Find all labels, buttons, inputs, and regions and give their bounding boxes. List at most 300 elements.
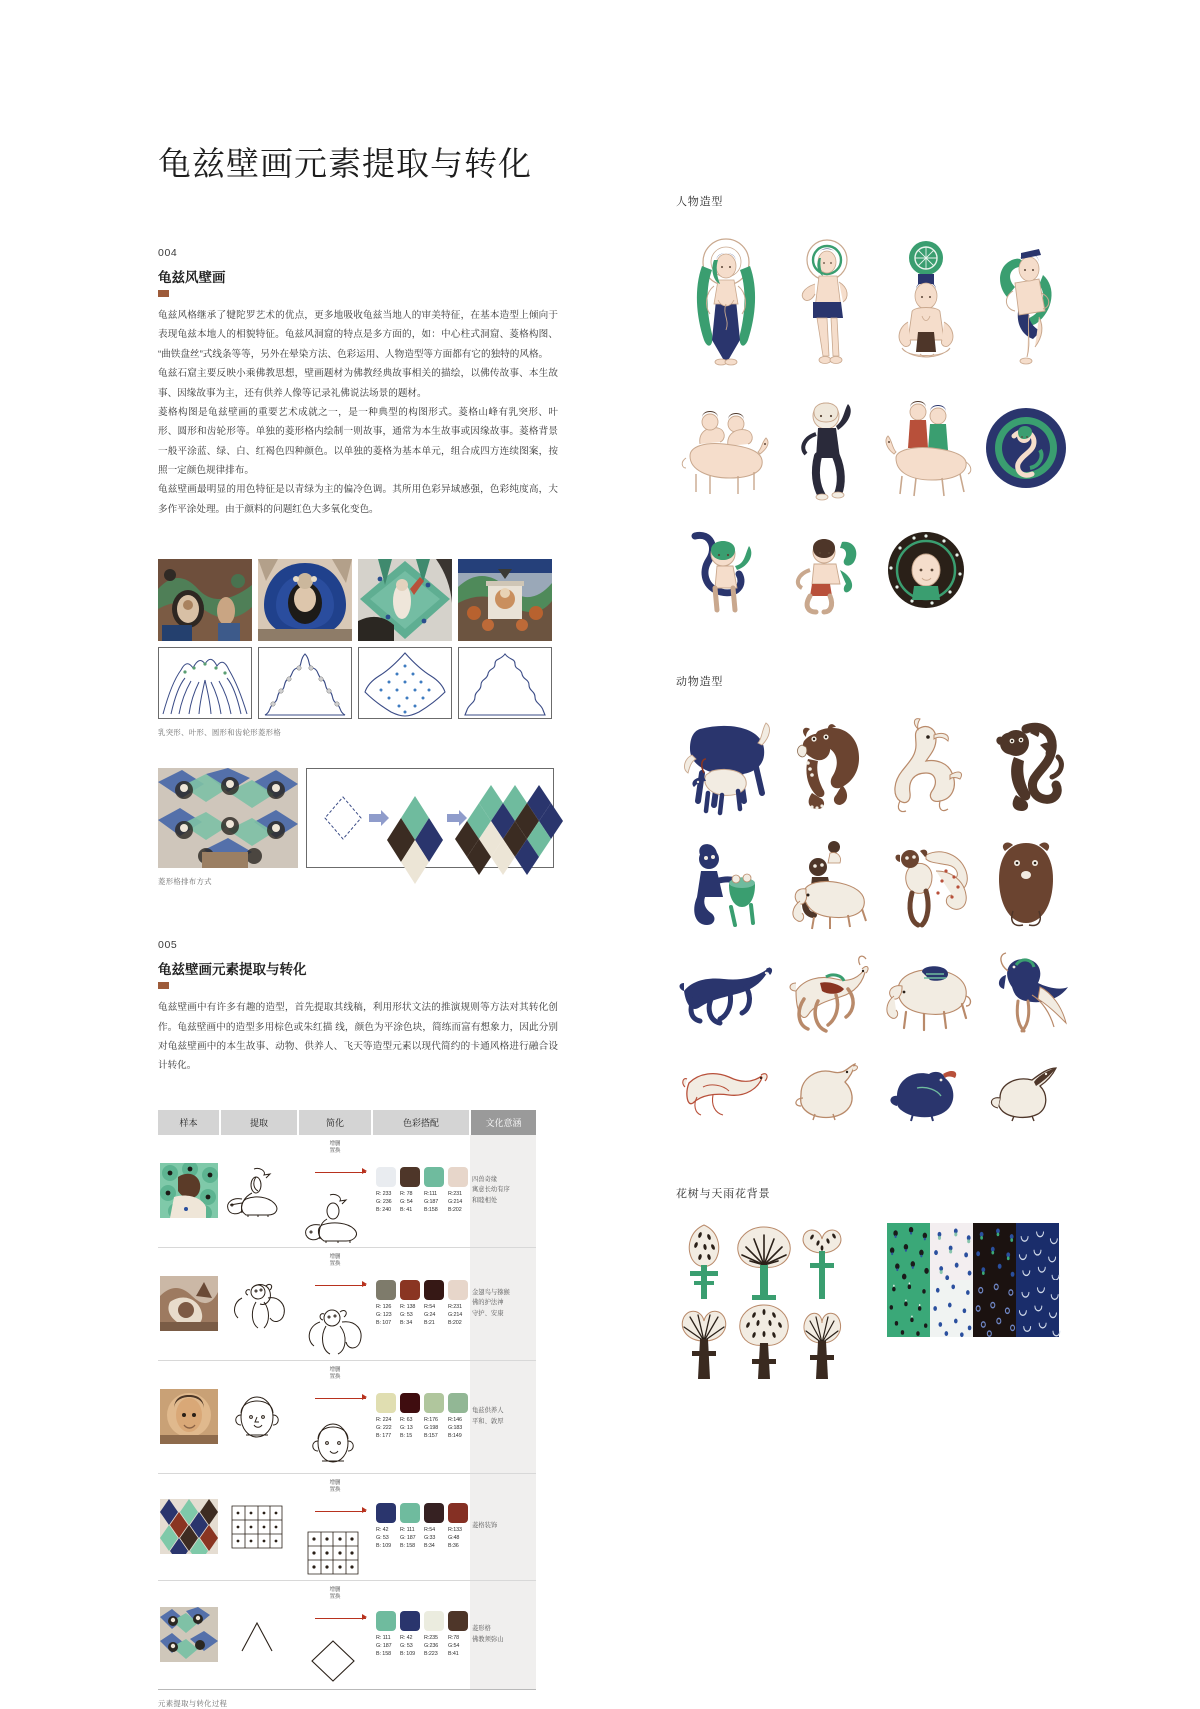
swatch-r: R: 111 [376, 1634, 391, 1641]
figure-medallion-mermaid [976, 393, 1076, 503]
swatch-chip [400, 1393, 420, 1413]
swatch-r: R: 78 [400, 1190, 413, 1197]
table-row [158, 1247, 536, 1360]
diamond-sketch-gear [458, 647, 552, 719]
swatch-r: R:111 [424, 1190, 438, 1197]
swatch-rgb [448, 1304, 468, 1327]
pattern-swatch [887, 1280, 930, 1337]
swatch-r: R: 233 [376, 1190, 392, 1197]
swatch-g: G: 53 [376, 1534, 389, 1541]
swatch-r: R: 126 [376, 1303, 392, 1310]
color-swatch [448, 1167, 468, 1214]
swatch-b: B:157 [424, 1432, 438, 1439]
swatch-b: B: 240 [376, 1206, 391, 1213]
section-rule [158, 982, 169, 987]
swatch-rgb [400, 1527, 420, 1550]
meaning-text [472, 1624, 534, 1645]
color-swatch [424, 1280, 444, 1327]
arrow-label-line: 增删 [329, 1366, 341, 1373]
heading-trees: 花树与天雨花背景 [676, 1188, 771, 1200]
section-body [158, 306, 558, 519]
cell-sample-image [158, 1360, 220, 1473]
swatch-chip [424, 1393, 444, 1413]
meaning-line: 平和、敦厚 [472, 1417, 504, 1425]
pattern-swatch [887, 1223, 930, 1280]
arrow-label-line: 置换 [329, 1374, 341, 1381]
swatch-r: R:54 [424, 1526, 435, 1533]
swatch-chip [424, 1503, 444, 1523]
color-swatch [376, 1167, 396, 1214]
swatch-r: R: 42 [376, 1526, 389, 1533]
arrow-head [362, 1507, 367, 1513]
cell-extracted-lineart [220, 1580, 298, 1689]
diamond-sketch-dotted [358, 647, 452, 719]
swatch-chip [448, 1167, 468, 1187]
table-row [158, 1360, 536, 1473]
swatch-g: G: 236 [376, 1198, 392, 1205]
flower-tree [796, 1303, 851, 1381]
swatch-rgb [400, 1191, 420, 1214]
meaning-line: 佛的护法神 [472, 1299, 504, 1307]
arrow-label-line: 置换 [329, 1148, 341, 1155]
swatch-r: R:231 [448, 1190, 462, 1197]
swatch-group [374, 1280, 468, 1327]
arrow-label-line: 增删 [329, 1586, 341, 1593]
page-title: 龟兹壁画元素提取与转化 [158, 145, 532, 182]
cell-extracted-lineart [220, 1247, 298, 1360]
swatch-b: B:202 [448, 1319, 462, 1326]
section-number: 005 [158, 939, 178, 952]
cell-simplified-lineart [298, 1247, 372, 1360]
animal-monkey [976, 711, 1076, 819]
swatch-chip [424, 1167, 444, 1187]
heading-animals: 动物造型 [676, 676, 724, 688]
paragraph: 龟兹壁画最明显的用色特征是以青绿为主的偏冷色调。其所用色彩异域感强，色彩纯度高，大多作平涂处理。由于颜料的问题红色大多氧化变色。 [158, 484, 558, 515]
arrow-label-line: 置换 [329, 1261, 341, 1268]
transform-arrow [300, 1478, 370, 1530]
flower-tree [676, 1303, 732, 1381]
meaning-line: 守护、安康 [472, 1309, 504, 1317]
table-row [158, 1473, 536, 1580]
meaning-line: 金翅鸟与猕猴 [472, 1289, 510, 1297]
col-header-meaning: 文化意涵 [470, 1110, 536, 1135]
section-005 [158, 939, 558, 1076]
table-caption: 元素提取与转化过程 [158, 1698, 228, 1708]
swatch-group [374, 1167, 468, 1214]
pattern-derivation-panel [306, 768, 554, 868]
col-header-extract: 提取 [220, 1110, 298, 1135]
swatch-b: B:223 [424, 1650, 438, 1657]
table-header-row [158, 1110, 536, 1135]
meaning-text [472, 1175, 534, 1206]
sample-mural-thumb [160, 1499, 218, 1554]
swatch-g: G: 54 [400, 1198, 413, 1205]
sample-mural-thumb [160, 1389, 218, 1444]
cell-extracted-lineart [220, 1135, 298, 1248]
color-swatch [448, 1393, 468, 1440]
figure-row-1 [676, 231, 1076, 371]
animal-garuda-bird [876, 835, 976, 931]
figure-row-2 [676, 393, 1076, 503]
swatch-g: G: 222 [376, 1424, 392, 1431]
arrow-label [330, 1587, 341, 1603]
heading-figures: 人物造型 [676, 196, 724, 208]
swatch-b: B:34 [424, 1542, 435, 1549]
swatch-r: R:54 [424, 1303, 435, 1310]
swatch-g: G:48 [448, 1534, 460, 1541]
col-header-colors: 色彩搭配 [372, 1110, 470, 1135]
color-swatch [448, 1611, 468, 1658]
transform-arrow [300, 1585, 370, 1637]
animal-row-3 [676, 947, 1076, 1039]
swatch-rgb [448, 1527, 468, 1550]
figure-wrestler-pair [776, 525, 876, 615]
paragraph: 龟兹石窟主要反映小乘佛教思想，壁画题材为佛教经典故事相关的描绘，以佛传故事、本生故事、因缘故事为主，还有供养人像等记录礼佛说法场景的题材。 [158, 368, 558, 399]
swatch-b: B: 41 [400, 1206, 413, 1213]
swatch-b: B:36 [448, 1542, 459, 1549]
figure-naga-serpent [676, 525, 776, 615]
mural-photo [258, 559, 352, 641]
figure-couple-on-horse [876, 393, 976, 503]
swatch-r: R: 138 [400, 1303, 416, 1310]
pattern-swatch [973, 1223, 1016, 1280]
swatch-r: R:133 [448, 1526, 462, 1533]
swatch-g: G: 53 [400, 1642, 413, 1649]
swatch-b: B:21 [424, 1319, 435, 1326]
section-rule [158, 290, 169, 295]
arrow-shaft [315, 1285, 365, 1286]
cell-color-palette [372, 1247, 470, 1360]
arrow-head [362, 1614, 367, 1620]
color-swatch [400, 1280, 420, 1327]
meaning-line: 菱格装饰 [472, 1522, 498, 1530]
animal-deer-with-fawn [676, 711, 776, 819]
section-title: 龟兹风壁画 [158, 270, 226, 285]
sample-mural-thumb [160, 1163, 218, 1218]
right-column [676, 193, 1076, 1381]
figure-medallion-portrait [876, 525, 976, 615]
swatch-chip [448, 1611, 468, 1631]
swatch-b: B:41 [448, 1650, 459, 1657]
meaning-line: 龟兹供养人 [472, 1407, 504, 1415]
color-swatch [376, 1503, 396, 1550]
figure-dancer-dark [776, 393, 876, 503]
swatch-g: G:54 [448, 1642, 460, 1649]
swatch-rgb [424, 1527, 444, 1550]
swatch-rgb [448, 1417, 468, 1440]
color-swatch [376, 1393, 396, 1440]
color-swatch [424, 1393, 444, 1440]
swatch-g: G:33 [424, 1534, 436, 1541]
mural-photo-strip [158, 559, 558, 641]
cell-sample-image [158, 1247, 220, 1360]
swatch-g: G:214 [448, 1311, 463, 1318]
swatch-b: B: 15 [400, 1432, 413, 1439]
swatch-chip [376, 1611, 396, 1631]
swatch-g: G: 13 [400, 1424, 413, 1431]
mural-photo [458, 559, 552, 641]
rain-flower-pattern-grid [887, 1223, 1059, 1337]
swatch-rgb [424, 1417, 444, 1440]
figure-apsara-flying [976, 231, 1076, 371]
meaning-line: 和睦相处 [472, 1196, 498, 1204]
bird-flying-outline [676, 1055, 776, 1127]
cell-simplified-lineart [298, 1580, 372, 1689]
figure-seated-meditator [876, 231, 976, 371]
table-row [158, 1580, 536, 1689]
cell-cultural-meaning [470, 1247, 536, 1360]
cell-cultural-meaning [470, 1473, 536, 1580]
animal-bear-dark [976, 835, 1076, 931]
animal-elephant-with-rider [776, 835, 876, 931]
meaning-text [472, 1406, 534, 1427]
diamond-sketch-nipple [158, 647, 252, 719]
meaning-text [472, 1288, 534, 1319]
cell-extracted-lineart [220, 1360, 298, 1473]
meaning-line: 佛教须弥山 [472, 1635, 504, 1643]
transform-arrow [300, 1139, 370, 1191]
figure-bodhisattva-standing [676, 231, 776, 371]
col-header-sample: 样本 [158, 1110, 220, 1135]
color-swatch [424, 1167, 444, 1214]
swatch-chip [376, 1167, 396, 1187]
swatch-chip [400, 1167, 420, 1187]
swatch-g: G:183 [448, 1424, 463, 1431]
arrow-label [330, 1254, 341, 1270]
swatch-g: G:198 [424, 1424, 439, 1431]
cell-simplified-lineart [298, 1360, 372, 1473]
swatch-g: G: 123 [376, 1311, 392, 1318]
diamond-sketch-strip [158, 647, 558, 719]
cell-simplified-lineart [298, 1135, 372, 1248]
cell-cultural-meaning [470, 1580, 536, 1689]
swatch-chip [376, 1503, 396, 1523]
color-swatch [424, 1503, 444, 1550]
color-swatch [400, 1167, 420, 1214]
arrow-label [330, 1141, 341, 1157]
meaning-line: 寓意长幼有序 [472, 1186, 510, 1194]
meaning-text [472, 1521, 534, 1531]
swatch-b: B: 158 [400, 1542, 415, 1549]
animal-row-4 [676, 1055, 1076, 1127]
swatch-rgb [376, 1417, 396, 1440]
col-header-simplify: 简化 [298, 1110, 372, 1135]
color-swatch [400, 1611, 420, 1658]
table-row [158, 1135, 536, 1248]
flower-tree [734, 1223, 794, 1301]
swatch-b: B: 107 [376, 1319, 391, 1326]
arrow-label-line: 增删 [329, 1479, 341, 1486]
sample-mural-thumb [160, 1276, 218, 1331]
section-004 [158, 247, 558, 519]
cell-color-palette [372, 1135, 470, 1248]
swatch-chip [424, 1611, 444, 1631]
arrow-head [362, 1281, 367, 1287]
color-swatch [448, 1503, 468, 1550]
pattern-swatch [930, 1223, 973, 1280]
swatch-r: R:231 [448, 1303, 462, 1310]
swatch-chip [376, 1280, 396, 1300]
paragraph: 龟兹壁画中有许多有趣的造型，首先提取其线稿，利用形状文法的推演规则等方法对其转化创作。龟兹壁画中的造型多用棕色或朱红描 线，颜色为平涂色块，简练而富有想象力，因此分别对龟兹壁画中的本生故事、动物、供养人、飞天等造型元素以现代简约的卡通风格进行融合设计转化。 [158, 1002, 558, 1072]
color-swatch [400, 1393, 420, 1440]
figure-standing-offering [776, 231, 876, 371]
swatch-rgb [448, 1635, 468, 1658]
swatch-r: R:146 [448, 1416, 462, 1423]
swatch-rgb [376, 1635, 396, 1658]
arrow-head [362, 1394, 367, 1400]
swatch-chip [400, 1503, 420, 1523]
swatch-rgb [400, 1417, 420, 1440]
animal-peacock [976, 947, 1076, 1039]
transform-arrow [300, 1252, 370, 1304]
arrow-label-line: 增删 [329, 1140, 341, 1147]
figure-row-3 [676, 525, 1076, 615]
cell-sample-image [158, 1473, 220, 1580]
swatch-rgb [376, 1304, 396, 1327]
cell-sample-image [158, 1580, 220, 1689]
swatch-group [374, 1503, 468, 1550]
paragraph: 菱格构图是龟兹壁画的重要艺术成就之一，是一种典型的构图形式。菱格山峰有乳突形、叶形、圆形和齿轮形等。单独的菱形格内绘制一则故事，通常为本生故事或因缘故事。菱格背景一般平涂蓝、绿、白、红褐色四种颜色。以单独的菱格为基本单元，组合成四方连续图案，按照一定颜色规律排布。 [158, 406, 558, 476]
figure-horse-riders-group [676, 393, 776, 503]
swatch-r: R: 42 [400, 1634, 413, 1641]
swatch-rgb [448, 1191, 468, 1214]
color-swatch [376, 1280, 396, 1327]
swatch-r: R:235 [424, 1634, 438, 1641]
arrow-shaft [315, 1172, 365, 1173]
section-number: 004 [158, 247, 178, 259]
swatch-r: R: 224 [376, 1416, 392, 1423]
swatch-g: G:187 [424, 1198, 439, 1205]
cell-extracted-lineart [220, 1473, 298, 1580]
animal-elephant-reclining [876, 947, 976, 1039]
meaning-line: 菱形格 [472, 1625, 491, 1633]
swatch-b: B:202 [448, 1206, 462, 1213]
arrow-label-line: 增删 [329, 1253, 341, 1260]
arrow-shaft [315, 1618, 365, 1619]
swatch-rgb [400, 1304, 420, 1327]
animal-deer-white [876, 711, 976, 819]
paragraph: 龟兹风格继承了犍陀罗艺术的优点，更多地吸收龟兹当地人的审美特征，在基本造型上倾向于表现龟兹本地人的相貌特征。龟兹风洞窟的特点是多方面的，如：中心柱式洞窟、菱格构图、“曲铁盘丝”式线条等等，另外在晕染方法、色彩运用、人物造型等方面都有它的独特的风格。 [158, 310, 558, 360]
color-swatch [400, 1503, 420, 1550]
arrow-head [362, 1168, 367, 1174]
cell-cultural-meaning [470, 1135, 536, 1248]
swatch-r: R: 63 [400, 1416, 413, 1423]
bird-goose-outline [976, 1055, 1076, 1127]
arrow-label-line: 置换 [329, 1594, 341, 1601]
flower-tree [676, 1223, 732, 1301]
arrow-shaft [315, 1398, 365, 1399]
swatch-chip [400, 1611, 420, 1631]
swatch-chip [448, 1393, 468, 1413]
cell-color-palette [372, 1360, 470, 1473]
swatch-rgb [400, 1635, 420, 1658]
swatch-chip [376, 1393, 396, 1413]
pattern-swatch [930, 1280, 973, 1337]
arrow-shaft [315, 1511, 365, 1512]
pattern-arrangement-row [158, 768, 558, 868]
animal-wolf-running [676, 947, 776, 1039]
pattern-swatch [1016, 1280, 1059, 1337]
meaning-line: 四兽奇缘 [472, 1176, 498, 1184]
cell-sample-image [158, 1135, 220, 1248]
pattern-mural-photo [158, 768, 298, 868]
left-column [158, 138, 558, 1709]
cell-color-palette [372, 1473, 470, 1580]
animal-row-2 [676, 835, 1076, 931]
flower-tree [734, 1303, 794, 1381]
color-swatch [376, 1611, 396, 1658]
swatch-g: G: 187 [376, 1642, 392, 1649]
swatch-b: B: 177 [376, 1432, 391, 1439]
cell-cultural-meaning [470, 1360, 536, 1473]
swatch-chip [448, 1503, 468, 1523]
transform-arrow [300, 1365, 370, 1417]
color-swatch [424, 1611, 444, 1658]
transformation-table [158, 1110, 536, 1690]
diamond-sketch-leaf [258, 647, 352, 719]
swatch-r: R:176 [424, 1416, 438, 1423]
swatch-rgb [376, 1527, 396, 1550]
swatch-g: G:214 [448, 1198, 463, 1205]
swatch-b: B:158 [424, 1206, 438, 1213]
flower-tree [796, 1223, 851, 1301]
swatch-chip [424, 1280, 444, 1300]
swatch-g: G:236 [424, 1642, 439, 1649]
animal-bear [776, 711, 876, 819]
swatch-b: B:149 [448, 1432, 462, 1439]
animal-monkey-with-bowl [676, 835, 776, 931]
mural-photo [358, 559, 452, 641]
arrow-label [330, 1480, 341, 1496]
table-body [158, 1135, 536, 1690]
swatch-g: G: 187 [400, 1534, 416, 1541]
cell-simplified-lineart [298, 1473, 372, 1580]
swatch-b: B: 109 [400, 1650, 415, 1657]
swatch-b: B: 158 [376, 1650, 391, 1657]
swatch-group [374, 1393, 468, 1440]
swatch-rgb [424, 1635, 444, 1658]
swatch-r: R: 111 [400, 1526, 415, 1533]
section-title: 龟兹壁画元素提取与转化 [158, 962, 307, 978]
swatch-r: R:78 [448, 1634, 459, 1641]
animal-row-1 [676, 711, 1076, 819]
swatch-rgb [424, 1304, 444, 1327]
mural-photo [158, 559, 252, 641]
swatch-chip [400, 1280, 420, 1300]
color-swatch [448, 1280, 468, 1327]
figure-caption: 菱形格排布方式 [158, 877, 212, 887]
section-body [158, 998, 558, 1076]
swatch-b: B: 109 [376, 1542, 391, 1549]
arrow-label-line: 置换 [329, 1487, 341, 1494]
swatch-b: B: 34 [400, 1319, 413, 1326]
pattern-swatch [973, 1280, 1016, 1337]
arrow-label [330, 1367, 341, 1383]
swatch-rgb [376, 1191, 396, 1214]
swatch-group [374, 1611, 468, 1658]
swatch-g: G:24 [424, 1311, 436, 1318]
flower-tree-grid [676, 1223, 851, 1381]
pattern-swatch [1016, 1223, 1059, 1280]
cell-color-palette [372, 1580, 470, 1689]
swatch-g: G: 53 [400, 1311, 413, 1318]
animal-deer-leaping [776, 947, 876, 1039]
bird-standing-outline [776, 1055, 876, 1127]
bird-navy-filled [876, 1055, 976, 1127]
swatch-chip [448, 1280, 468, 1300]
sample-mural-thumb [160, 1607, 218, 1662]
swatch-rgb [424, 1191, 444, 1214]
